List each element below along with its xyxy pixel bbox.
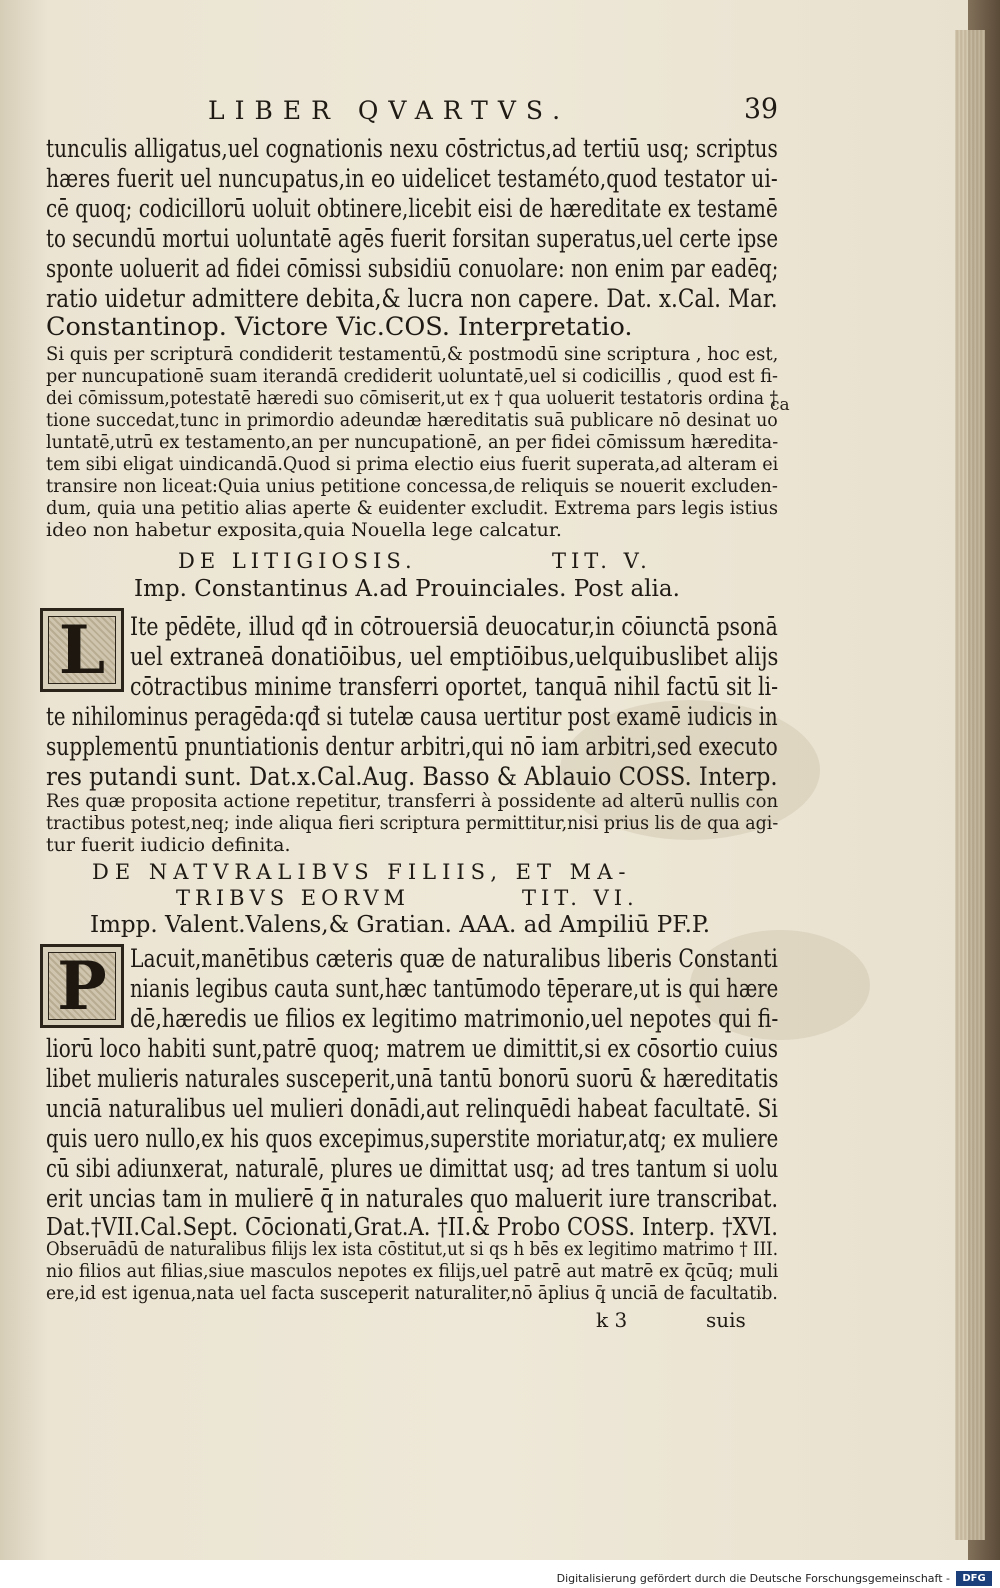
section-title: DE LITIGIOSIS. xyxy=(178,549,417,573)
text-line: supplementū pnuntiationis dentur arbitri,qui nō iam arbitri,sed executo xyxy=(46,732,778,762)
section-tit: TIT. V. xyxy=(552,549,652,573)
text-line: nianis legibus cauta sunt,hæc tantūmodo tēperare,ut is qui hære xyxy=(130,974,779,1004)
interp-line: Res quæ proposita actione repetitur, transferri à possidente ad alterū nullis con xyxy=(46,790,779,812)
interp-line: luntatē,utrū ex testamento,an per nuncupationē, an per fidei cōmissum hæredita- xyxy=(46,431,779,453)
interp-line: ideo non habetur exposita,quia Nouella lege calcatur. xyxy=(46,519,562,541)
interp-line: dum, quia una petitio alias aperte & euidenter excludit. Extrema pars legis istius xyxy=(46,497,778,519)
running-title: LIBER QVARTVS. xyxy=(208,96,571,125)
digitization-credit: Digitalisierung gefördert durch die Deutsche Forschungsgemeinschaft - xyxy=(556,1572,950,1585)
initial-letter: P xyxy=(57,947,107,1025)
text-line: cē quoq; codicillorū uoluit obtinere,licebit eisi de hæreditate ex testamē xyxy=(46,194,778,224)
text-line: unciā naturalibus uel mulieri donādi,aut relinquēdi habeat facultatē. Si xyxy=(46,1094,778,1124)
text-line: hæres fuerit uel nuncupatus,in eo uidelicet testaméto,quod testator ui- xyxy=(46,164,778,194)
initial-letter: L xyxy=(58,611,106,689)
folio-number: 39 xyxy=(744,92,779,125)
interp-line: Si quis per scripturā condiderit testamentū,& postmodū sine scriptura , hoc est, xyxy=(46,343,779,365)
text-line: res putandi sunt. Dat.x.Cal.Aug. Basso & Ablauio COSS. Interp. xyxy=(46,762,778,792)
interp-line: tem sibi eligat uindicandā.Quod si prima electio eius fuerit superata,ad alteram ei xyxy=(46,453,779,475)
section-tit: TIT. VI. xyxy=(522,886,639,910)
signature-mark: k 3 xyxy=(596,1308,628,1332)
text-line: cū sibi adiunxerat, naturalē, plures ue dimittat usq; ad tres tantum si uolu xyxy=(46,1154,779,1184)
interp-line: ere,id est igenua,nata uel facta susceperit naturaliter,nō āplius q̄ unciā de facultatib. xyxy=(46,1282,778,1304)
interp-line: dei cōmissum,potestatē hæredi suo cōmiserit,ut ex † qua uoluerit testatoris ordina † xyxy=(46,387,779,409)
text-line: Lacuit,manētibus cæteris quæ de naturalibus liberis Constanti xyxy=(130,944,778,974)
text-line: Ite pēdēte, illud qđ in cōtrouersiā deuocatur,in cōiunctā psonā xyxy=(130,612,778,642)
section-title-cont: TRIBVS EORVM xyxy=(176,886,411,910)
text-line: erit uncias tam in mulierē q̄ in naturales quo maluerit iure transcribat. xyxy=(46,1184,778,1214)
edict-heading: Imp. Constantinus A.ad Prouinciales. Post alia. xyxy=(134,576,680,602)
text-line: cōtractibus minime transferri oportet, tanquā nihil factū sit li- xyxy=(130,672,779,702)
text-line: tunculis alligatus,uel cognationis nexu cōstrictus,ad tertiū usq; scriptus xyxy=(46,134,778,164)
interp-line: Obseruādū de naturalibus filijs lex ista cōstitut,ut si qs h bēs ex legitimo matrimo † III. xyxy=(46,1238,779,1260)
text-line: Dat.†VII.Cal.Sept. Cōcionati,Grat.A. †II.& Probo COSS. Interp. †XVI. xyxy=(46,1213,779,1241)
interp-line: tur fuerit iudicio definita. xyxy=(46,834,291,856)
dfg-logo: DFG xyxy=(956,1571,992,1586)
text-line: dē,hæredis ue filios ex legitimo matrimonio,uel nepotes qui fi- xyxy=(130,1004,779,1034)
interp-line: per nuncupationē suam iterandā crediderit uoluntatē,uel si codicillis , quod est fi- xyxy=(46,365,778,387)
text-line: te nihilominus peragēda:qđ si tutelæ causa uertitur post examē iudicis in xyxy=(46,702,778,732)
text-line: liorū loco habiti sunt,patrē quoq; matrem ue dimittit,si ex cōsortio cuius xyxy=(46,1034,778,1064)
interp-line: transire non liceat:Quia unius petitione concessa,de reliquis se nouerit excluden- xyxy=(46,475,778,497)
interp-line: nio filios aut filias,siue masculos nepotes ex filijs,uel patrē aut matrē ex q̄cūq; muli xyxy=(46,1260,779,1282)
interp-line: tractibus potest,neq; inde aliqua fieri scriptura permittitur,nisi prius lis de qua agi- xyxy=(46,812,779,834)
text-line: quis uero nullo,ex his quos excepimus,superstite moriatur,atq; ex muliere xyxy=(46,1124,779,1154)
text-line: Constantinop. Victore Vic.COS. Interpretatio. xyxy=(46,312,633,342)
text-line: ratio uidetur admittere debita,& lucra non capere. Dat. x.Cal. Mar. xyxy=(46,284,778,314)
catchword: suis xyxy=(706,1308,746,1332)
page-edges xyxy=(955,30,985,1540)
text-line: sponte uoluerit ad fidei cōmissi subsidiū conuolare: non enim par eadēq; xyxy=(46,254,779,284)
text-line: uel extraneā donatiōibus, uel emptiōibus,uelquibuslibet alijs xyxy=(130,642,779,672)
interp-line: tione succedat,tunc in primordio adeundæ hæreditatis suā publicare nō desinat uo xyxy=(46,409,778,431)
section-title: DE NATVRALIBVS FILIIS, ET MA- xyxy=(92,860,632,884)
margin-note: ca xyxy=(770,395,790,415)
decorated-initial xyxy=(40,944,124,1028)
decorated-initial xyxy=(40,608,124,692)
edict-heading: Impp. Valent.Valens,& Gratian. AAA. ad Ampiliū PF.P. xyxy=(90,912,711,938)
text-line: to secundū mortui uoluntatē agēs fuerit forsitan superatus,uel certe ipse xyxy=(46,224,779,254)
text-line: libet mulieris naturales susceperit,unā tantū bonorū suorū & hæreditatis xyxy=(46,1064,779,1094)
